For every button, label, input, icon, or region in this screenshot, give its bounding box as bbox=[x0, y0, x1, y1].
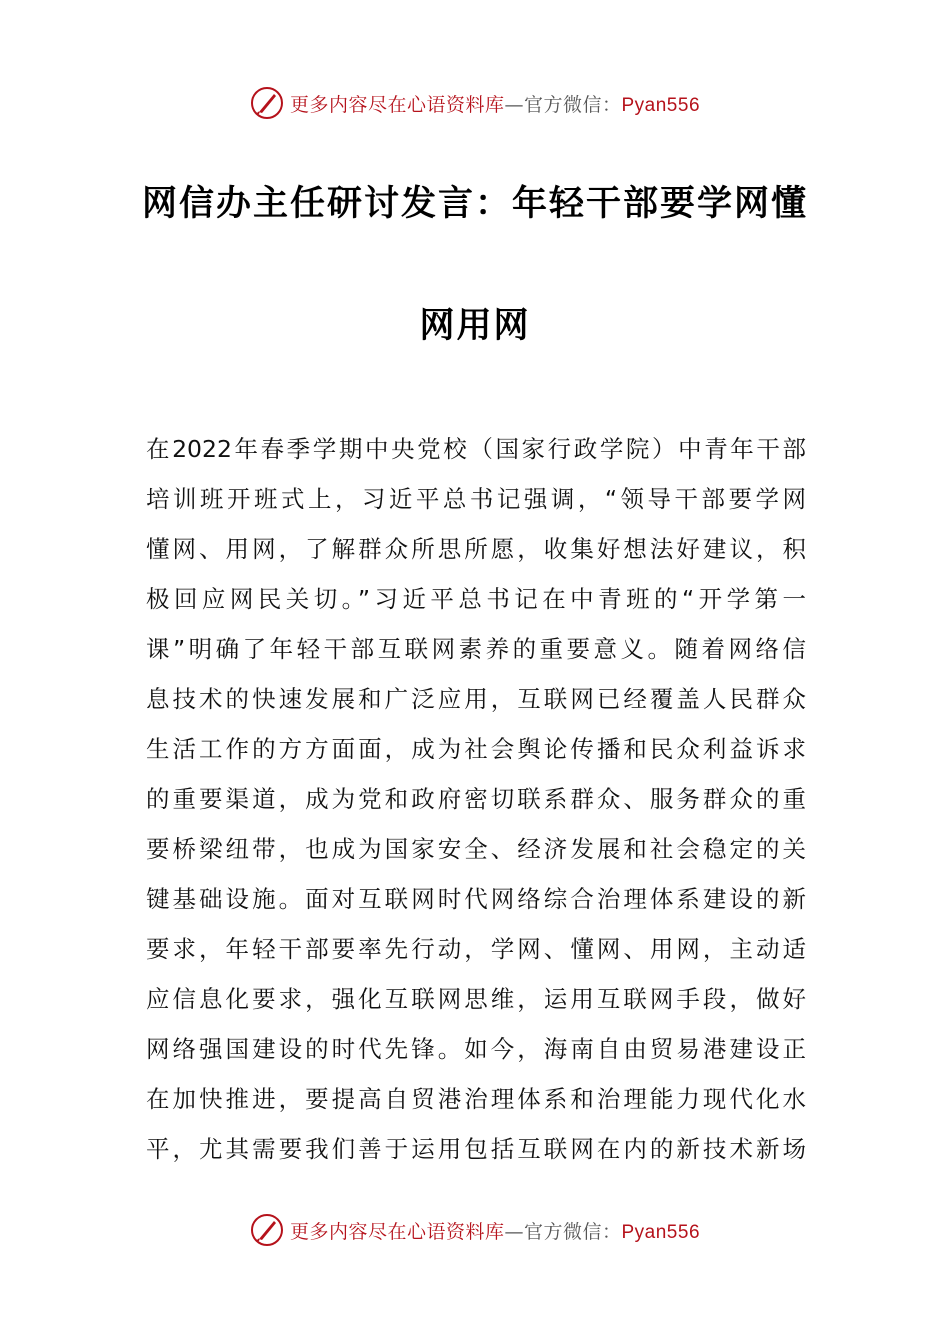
body-line: 平，尤其需要我们善于运用包括互联网在内的新技术新场 bbox=[146, 1135, 806, 1163]
body-line: 网络强国建设的时代先锋。如今，海南自由贸易港建设正 bbox=[146, 1035, 806, 1063]
body-line: 生活工作的方方面面，成为社会舆论传播和民众利益诉求 bbox=[146, 735, 806, 763]
banner-wechat-id: Pyan556 bbox=[621, 94, 701, 116]
body-line: 要桥梁纽带，也成为国家安全、经济发展和社会稳定的关 bbox=[146, 835, 806, 863]
banner-wechat-id: Pyan556 bbox=[621, 1221, 701, 1243]
footer-banner bbox=[0, 1210, 950, 1250]
header-banner bbox=[0, 83, 950, 123]
body-line: 键基础设施。面对互联网时代网络综合治理体系建设的新 bbox=[146, 885, 806, 913]
body-line: 的重要渠道，成为党和政府密切联系群众、服务群众的重 bbox=[146, 785, 806, 813]
quill-logo-icon bbox=[250, 1213, 284, 1247]
body-line: 在加快推进，要提高自贸港治理体系和治理能力现代化水 bbox=[146, 1085, 806, 1113]
banner-separator: — bbox=[504, 93, 524, 116]
body-line: 要求，年轻干部要率先行动，学网、懂网、用网，主动适 bbox=[146, 935, 806, 963]
document-title-line-2: 网用网 bbox=[419, 306, 531, 346]
banner-brand: 更多内容尽在心语资料库 bbox=[289, 1220, 505, 1243]
body-line: 应信息化要求，强化互联网思维，运用互联网手段，做好 bbox=[146, 985, 806, 1013]
banner-official-label: 官方微信： bbox=[523, 1220, 622, 1243]
body-line: 在2022年春季学期中央党校（国家行政学院）中青年干部 bbox=[146, 435, 806, 463]
banner-brand: 更多内容尽在心语资料库 bbox=[289, 93, 505, 116]
quill-logo-icon bbox=[250, 86, 284, 120]
banner-official-label: 官方微信： bbox=[523, 93, 622, 116]
banner-separator: — bbox=[504, 1220, 524, 1243]
body-line: 息技术的快速发展和广泛应用，互联网已经覆盖人民群众 bbox=[146, 685, 806, 713]
body-line: 课”明确了年轻干部互联网素养的重要意义。随着网络信 bbox=[146, 635, 806, 663]
body-line: 培训班开班式上，习近平总书记强调，“领导干部要学网 bbox=[146, 485, 806, 513]
document-title-line-1: 网信办主任研讨发言：年轻干部要学网懂 bbox=[141, 184, 808, 224]
body-line: 懂网、用网，了解群众所思所愿，收集好想法好建议，积 bbox=[146, 535, 806, 563]
body-paragraph bbox=[146, 424, 806, 1174]
body-line: 极回应网民关切。”习近平总书记在中青班的“开学第一 bbox=[146, 585, 806, 613]
